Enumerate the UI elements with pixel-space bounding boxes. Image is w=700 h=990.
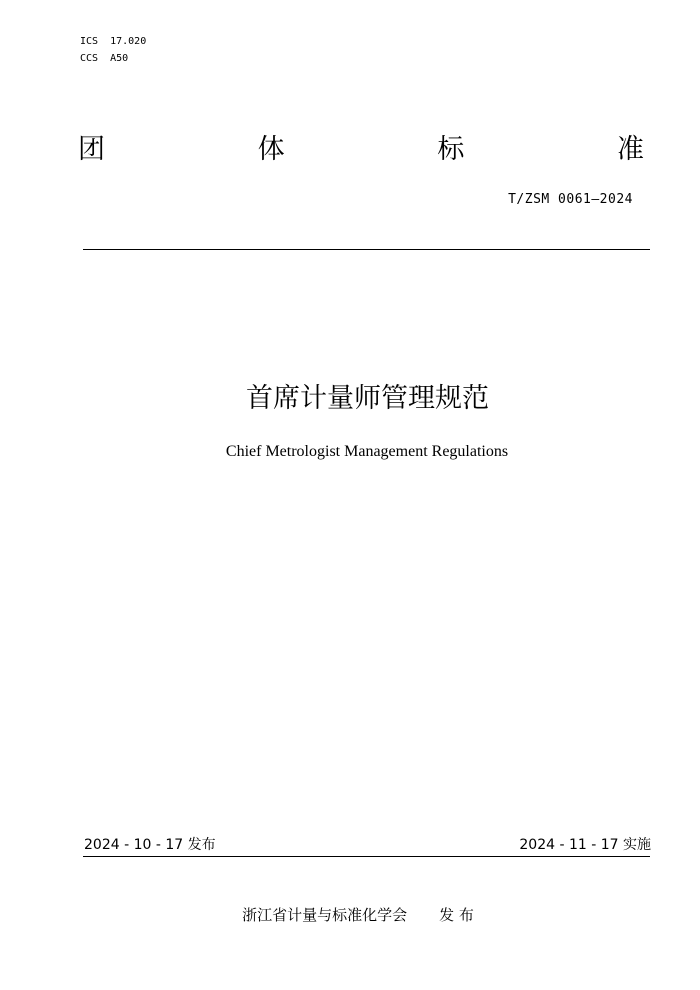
ccs-code: CCS A50 [80, 53, 129, 64]
document-title-chinese: 首席计量师管理规范 [246, 383, 489, 414]
standard-number: T/ZSM 0061—2024 [508, 192, 633, 207]
issue-date: 2024 - 10 - 17 发布 [84, 837, 216, 853]
header-divider [83, 249, 650, 250]
publisher-line [0, 905, 700, 925]
standard-type-char: 体 [257, 134, 285, 165]
footer-divider [83, 856, 650, 857]
implementation-date: 2024 - 11 - 17 实施 [519, 837, 651, 853]
standard-type-char: 准 [616, 134, 644, 165]
ics-code: ICS 17.020 [80, 36, 147, 47]
document-title-english: Chief Metrologist Management Regulations [225, 443, 509, 460]
standard-type-char: 团 [78, 134, 105, 165]
publisher-action: 发 布 [439, 906, 474, 924]
standard-type-heading [78, 133, 644, 167]
standard-type-char: 标 [437, 134, 465, 165]
publisher-organization: 浙江省计量与标准化学会 [242, 906, 408, 924]
